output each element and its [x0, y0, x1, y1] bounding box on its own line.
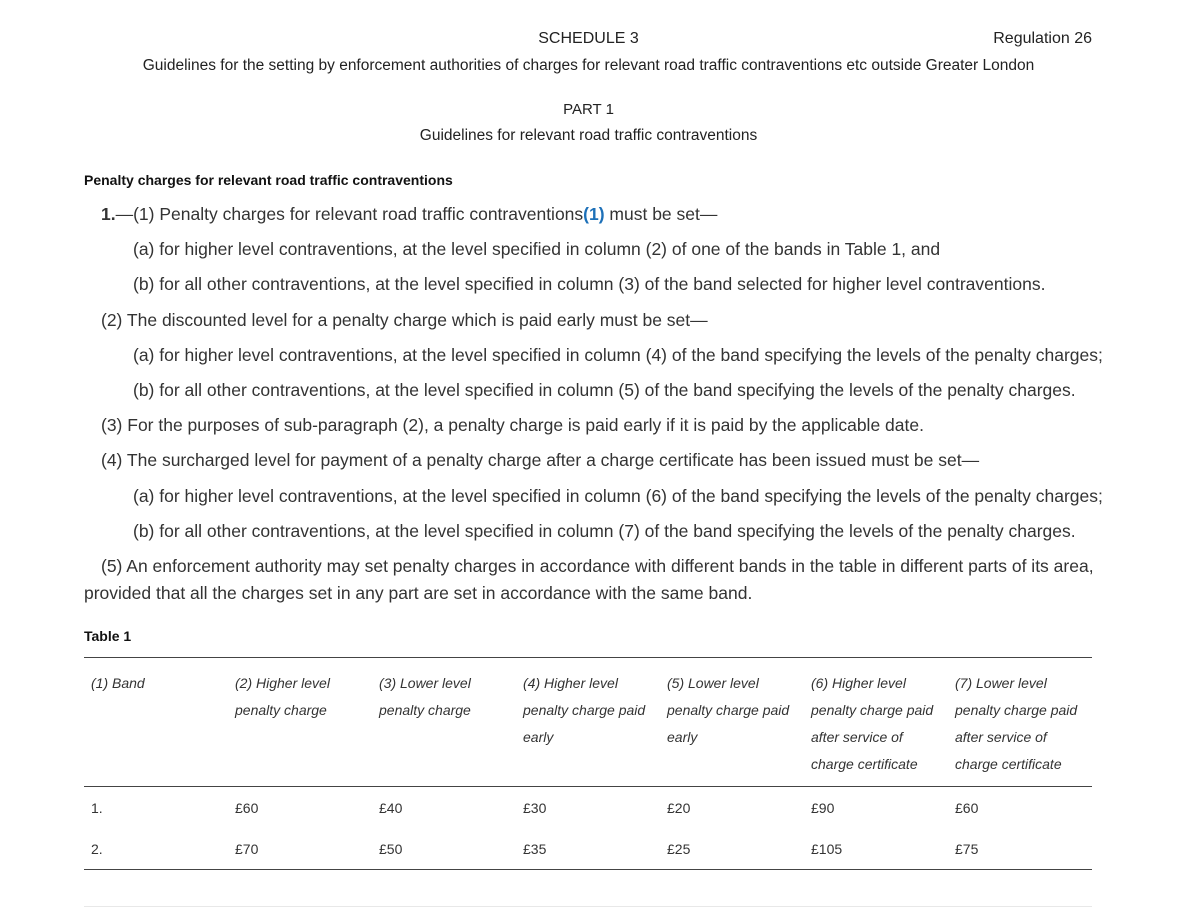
paragraph-3: (3) For the purposes of sub-paragraph (2), a penalty charge is paid early if it is paid by the applicable date.	[101, 415, 924, 435]
column-header-lower-penalty: (3) Lower level penalty charge	[372, 658, 516, 787]
table-cell: £20	[667, 799, 691, 816]
paragraph-1	[101, 204, 717, 225]
table-cell: 1.	[91, 799, 103, 816]
column-header-lower-early: (5) Lower level penalty charge paid early	[660, 658, 804, 787]
paragraph-1-item-b: (b) for all other contraventions, at the level specified in column (3) of the band selected for higher level contraventions.	[133, 274, 1046, 294]
table-cell: £50	[372, 828, 516, 870]
table-cell: £30	[523, 799, 547, 816]
schedule-title: SCHEDULE 3	[538, 30, 639, 47]
paragraph-1-item-a: (a) for higher level contraventions, at the level specified in column (2) of one of the bands in Table 1, and	[133, 239, 941, 259]
table-cell: £35	[516, 828, 660, 870]
penalty-bands-table	[84, 657, 1092, 870]
part-number: PART 1	[563, 101, 614, 118]
paragraph-5-line-2: provided that all the charges set in any part are set in accordance with the same band.	[84, 583, 753, 603]
paragraph-4-item-b: (b) for all other contraventions, at the level specified in column (7) of the band specifying the levels of the penalty charges.	[133, 521, 1076, 541]
part-title: Guidelines for relevant road traffic contraventions	[419, 127, 758, 144]
table-cell: £60	[235, 799, 259, 816]
table-row	[84, 787, 1092, 829]
paragraph-4: (4) The surcharged level for payment of a penalty charge after a charge certificate has been issued must be set—	[101, 450, 980, 470]
column-header-higher-penalty: (2) Higher level penalty charge	[228, 658, 372, 787]
paragraph-2-item-a: (a) for higher level contraventions, at the level specified in column (4) of the band specifying the levels of the penalty charges;	[133, 345, 1103, 365]
schedule-guidelines-title: Guidelines for the setting by enforcement authorities of charges for relevant road traffic contraventions etc outside Greater London	[142, 57, 1035, 74]
table-row	[84, 828, 1092, 870]
column-header-lower-certificate: (7) Lower level penalty charge paid after service of charge certificate	[948, 658, 1092, 787]
paragraph-4-item-a: (a) for higher level contraventions, at the level specified in column (6) of the band specifying the levels of the penalty charges;	[133, 486, 1103, 506]
paragraph-2: (2) The discounted level for a penalty charge which is paid early must be set—	[101, 310, 708, 330]
table-cell: £40	[379, 799, 403, 816]
column-header-higher-certificate: (6) Higher level penalty charge paid after service of charge certificate	[804, 658, 948, 787]
footnote-reference-link[interactable]: (1)	[583, 204, 605, 224]
paragraph-2-item-b: (b) for all other contraventions, at the level specified in column (5) of the band specifying the levels of the penalty charges.	[133, 380, 1076, 400]
section-heading: Penalty charges for relevant road traffic contraventions	[84, 172, 453, 188]
table-header-row	[84, 658, 1092, 787]
table-cell: £70	[228, 828, 372, 870]
table-cell: £25	[660, 828, 804, 870]
regulation-reference: Regulation 26	[993, 30, 1092, 47]
paragraph-1-text-end: must be set—	[604, 204, 718, 224]
table-cell: £105	[804, 828, 948, 870]
column-header-higher-early: (4) Higher level penalty charge paid early	[516, 658, 660, 787]
paragraph-5-line-1: (5) An enforcement authority may set penalty charges in accordance with different bands in the table in different parts of its area,	[101, 556, 1094, 576]
table-caption: Table 1	[84, 628, 132, 644]
paragraph-number: 1.	[101, 204, 116, 224]
table-cell: £75	[948, 828, 1092, 870]
paragraph-1-text: —(1) Penalty charges for relevant road traffic contraventions	[115, 204, 584, 224]
table-cell: 2.	[84, 828, 228, 870]
table-cell: £90	[811, 799, 835, 816]
footer-divider	[84, 906, 1092, 907]
column-header-band: (1) Band	[84, 658, 228, 787]
table-cell: £60	[955, 799, 979, 816]
